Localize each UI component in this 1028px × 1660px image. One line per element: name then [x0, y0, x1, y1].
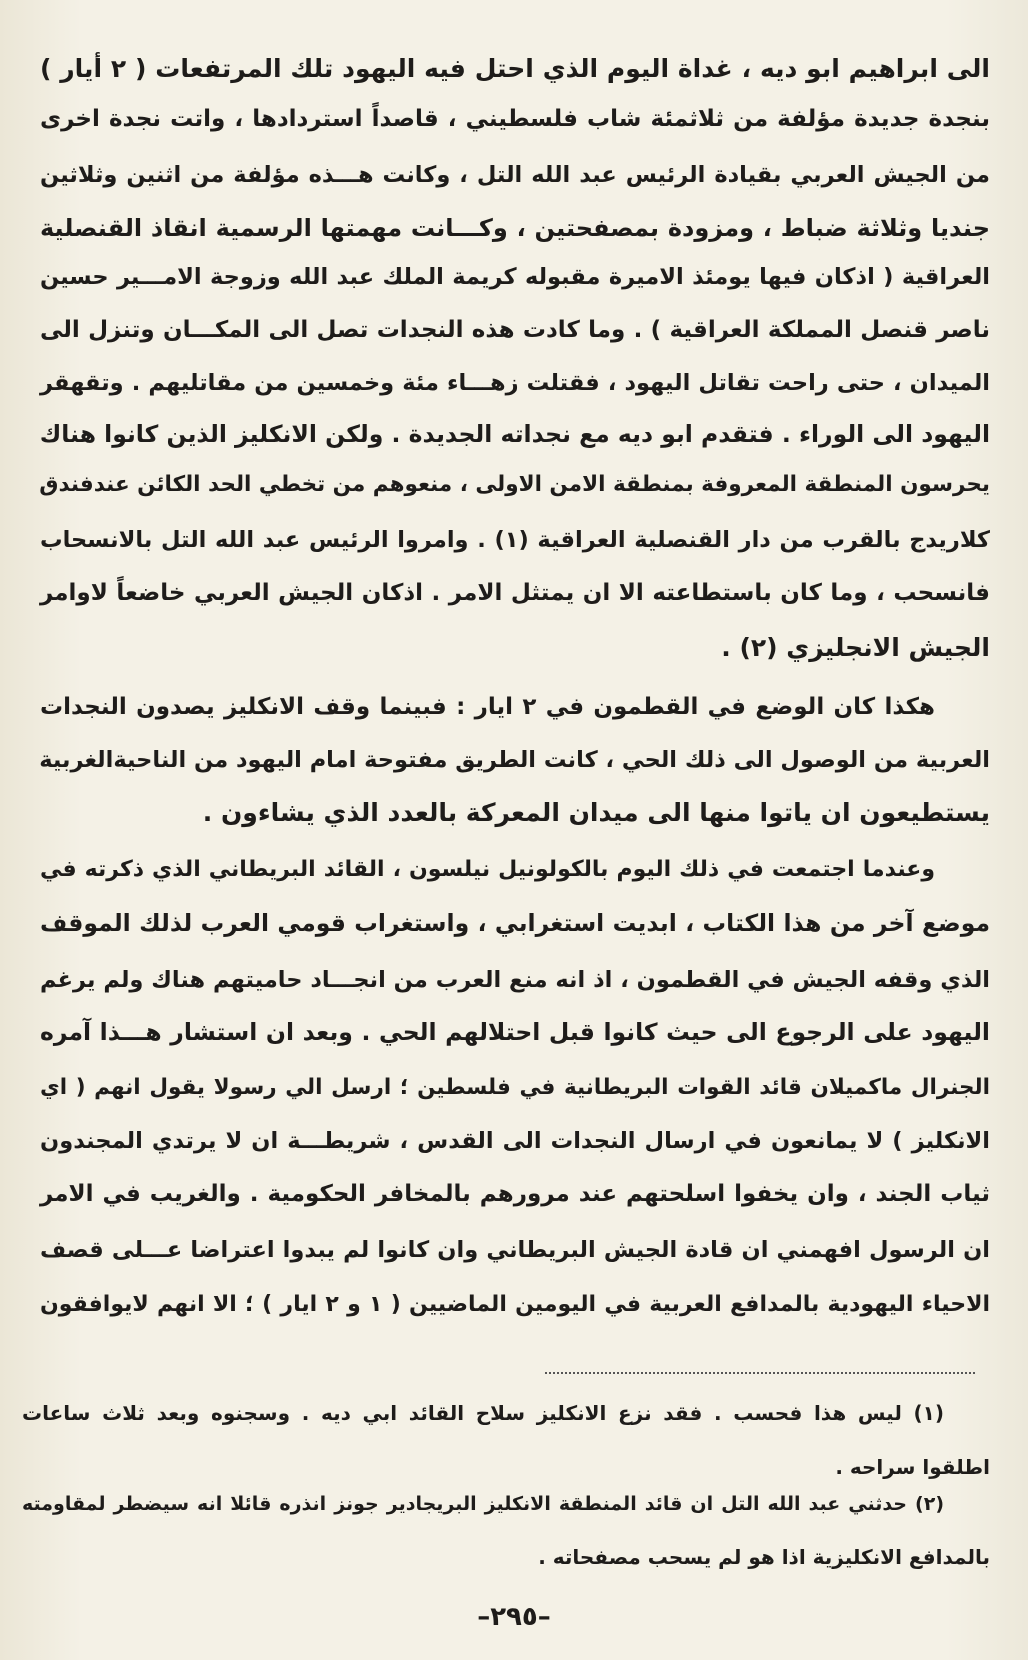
body-line: الذي وقفه الجيش في القطمون ، اذ انه منع العرب من انجـــاد حاميتهم هناك ولم يرغم: [40, 967, 990, 993]
body-line: الجيش الانجليزي (٢) .: [721, 633, 990, 662]
footnote-separator: [545, 1372, 975, 1374]
body-line: يستطيعون ان ياتوا منها الى ميدان المعركة بالعدد الذي يشاءون .: [202, 798, 990, 827]
body-line: اليهود الى الوراء . فتقدم ابو ديه مع نجداته الجديدة . ولكن الانكليز الذين كانوا هناك: [39, 420, 990, 448]
body-line: جنديا وثلاثة ضباط ، ومزودة بمصفحتين ، وكـــانت مهمتها الرسمية انقاذ القنصلية: [40, 214, 990, 242]
body-line: بنجدة جديدة مؤلفة من ثلاثمئة شاب فلسطيني ، قاصداً استردادها ، واتت نجدة اخرى: [40, 106, 990, 132]
body-line: فانسحب ، وما كان باستطاعته الا ان يمتثل الامر . اذكان الجيش العربي خاضعاً لاوامر: [40, 580, 990, 606]
body-line: اليهود على الرجوع الى حيث كانوا قبل احتلالهم الحي . وبعد ان استشار هـــذا آمره: [40, 1018, 990, 1046]
body-line: يحرسون المنطقة المعروفة بمنطقة الامن الاولى ، منعوهم من تخطي الحد الكائن عندفندق: [39, 472, 990, 497]
body-line: كلاريدج بالقرب من دار القنصلية العراقية (١) . وامروا الرئيس عبد الله التل بالانسحاب: [40, 527, 990, 553]
body-line: العراقية ( اذكان فيها يومئذ الاميرة مقبوله كريمة الملك عبد الله وزوجة الامـــير حسين: [40, 264, 990, 290]
footnote-line: (٢) حدثني عبد الله التل ان قائد المنطقة الانكليز البريجادير جونز انذره قائلا انه سيضطر لمقاومته: [22, 1493, 944, 1515]
footnote-line: (١) ليس هذا فحسب . فقد نزع الانكليز سلاح القائد ابي ديه . وسجنوه وبعد ثلاث ساعات: [22, 1401, 944, 1425]
body-line: ان الرسول افهمني ان قادة الجيش البريطاني وان كانوا لم يبدوا اعتراضا عـــلى قصف: [40, 1237, 990, 1263]
paragraph-start-line: هكذا كان الوضع في القطمون في ٢ ايار : فبينما وقف الانكليز يصدون النجدات: [40, 694, 936, 720]
body-line: موضع آخر من هذا الكتاب ، ابديت استغرابي ، واستغراب قومي العرب لذلك الموقف: [40, 909, 990, 937]
body-line: ناصر قنصل المملكة العراقية ) . وما كادت هذه النجدات تصل الى المكـــان وتنزل الى: [40, 317, 990, 343]
body-line: الجنرال ماكميلان قائد القوات البريطانية في فلسطين ؛ ارسل الي رسولا يقول انهم ( اي: [40, 1075, 990, 1100]
page-number: –٢٩٥–: [477, 1602, 551, 1632]
body-line: ثياب الجند ، وان يخفوا اسلحتهم عند مرورهم بالمخافر الحكومية . والغريب في الامر: [40, 1181, 990, 1207]
body-line: الميدان ، حتى راحت تقاتل اليهود ، فقتلت زهـــاء مئة وخمسين من مقاتليهم . وتقهقر: [40, 370, 990, 396]
body-line: الاحياء اليهودية بالمدافع العربية في اليومين الماضيين ( ١ و ٢ ايار ) ؛ الا انهم لايوافقون: [40, 1292, 990, 1317]
footnote-line: اطلقوا سراحه .: [835, 1455, 990, 1479]
body-line: من الجيش العربي بقيادة الرئيس عبد الله التل ، وكانت هـــذه مؤلفة من اثنين وثلاثين: [40, 162, 990, 188]
footnote-line: بالمدافع الانكليزية اذا هو لم يسحب مصفحاته .: [538, 1545, 990, 1569]
paragraph-start-line: وعندما اجتمعت في ذلك اليوم بالكولونيل نيلسون ، القائد البريطاني الذي ذكرته في: [40, 857, 935, 882]
body-line: العربية من الوصول الى ذلك الحي ، كانت الطريق مفتوحة امام اليهود من الناحيةالغربية: [39, 747, 990, 773]
body-line: الى ابراهيم ابو ديه ، غداة اليوم الذي احتل فيه اليهود تلك المرتفعات ( ٢ أيار ): [40, 54, 990, 83]
body-line: الانكليز ) لا يمانعون في ارسال النجدات الى القدس ، شريطـــة ان لا يرتدي المجندون: [40, 1128, 990, 1154]
